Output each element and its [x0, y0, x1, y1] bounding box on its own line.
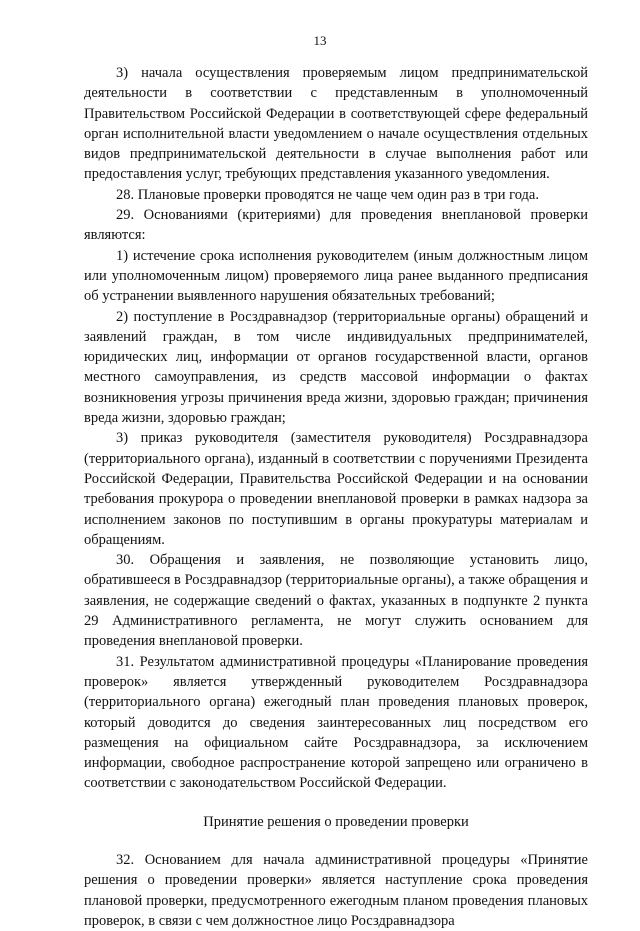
paragraph-31-result: 31. Результатом административной процедуры «Планирование проведения проверок» является утвержденный руководителем Росздравнадзора (территориального органа) ежегодный план проведения плановых проверок, который доводится до сведения заинтересованных лиц посредством его размещения на официальном сайте Росздравнадзора, за исключением информации, свободное распространение которой запрещено или ограничено в соответствии с законодательством Российской Федерации. [84, 653, 588, 792]
paragraph-item-3-notification: 3) начала осуществления проверяемым лицом предпринимательской деятельности в соответствии с представленным в уполномоченный Правительством Российской Федерации в соответствующей сфере федеральный орган исполнительной власти уведомлением о начале осуществления отдельных видов предпринимательской деятельности в случае выполнения работ или предоставления услуг, требующих представления указанного уведомления. [84, 65, 588, 183]
paragraph-29-item-3: 3) приказ руководителя (заместителя руководителя) Росздравнадзора (территориального органа), изданный в соответствии с поручениями Президента Российской Федерации, Правительства Российской Федерации и на основании требования прокурора о проведении внеплановой проверки в рамках надзора за исполнением законов по поступившим в органы прокуратуры материалам и обращениям. [84, 430, 588, 548]
page-number: 13 [313, 33, 327, 48]
paragraph-29-item-2: 2) поступление в Росздравнадзор (территориальные органы) обращений и заявлений граждан, в том числе индивидуальных предпринимателей, юридических лиц, информации от органов государственной власти, органов местного самоуправления, из средств массовой информации о фактах возникновения угрозы причинения вреда жизни, здоровью граждан; причинения вреда жизни, здоровью граждан; [84, 308, 588, 427]
paragraph-32-basis: 32. Основанием для начала административной процедуры «Принятие решения о проведении проверки» является наступление срока проведения плановой проверки, предусмотренного ежегодным планом проведения плановых проверок, в связи с чем должностное лицо Росздравнадзора [84, 851, 588, 929]
section-heading: Принятие решения о проведении проверки [203, 813, 469, 830]
paragraph-28-planned-inspections: 28. Плановые проверки проводятся не чаще чем один раз в три года. [116, 186, 539, 203]
paragraph-29-item-1: 1) истечение срока исполнения руководителем (иным должностным лицом или уполномоченным лицом) проверяемого лица ранее выданного предписания об устранении выявленного нарушения обязательных требований; [84, 247, 588, 305]
document-body [84, 63, 588, 931]
paragraph-29-grounds: 29. Основаниями (критериями) для проведения внеплановой проверки являются: [84, 207, 588, 244]
paragraph-30-appeals: 30. Обращения и заявления, не позволяющие установить лицо, обратившееся в Росздравнадзор (территориальные органы), а также обращения и заявления, не содержащие сведений о фактах, указанных в подпункте 2 пункта 29 Административного регламента, не могут служить основанием для проведения внеплановой проверки. [84, 552, 588, 650]
